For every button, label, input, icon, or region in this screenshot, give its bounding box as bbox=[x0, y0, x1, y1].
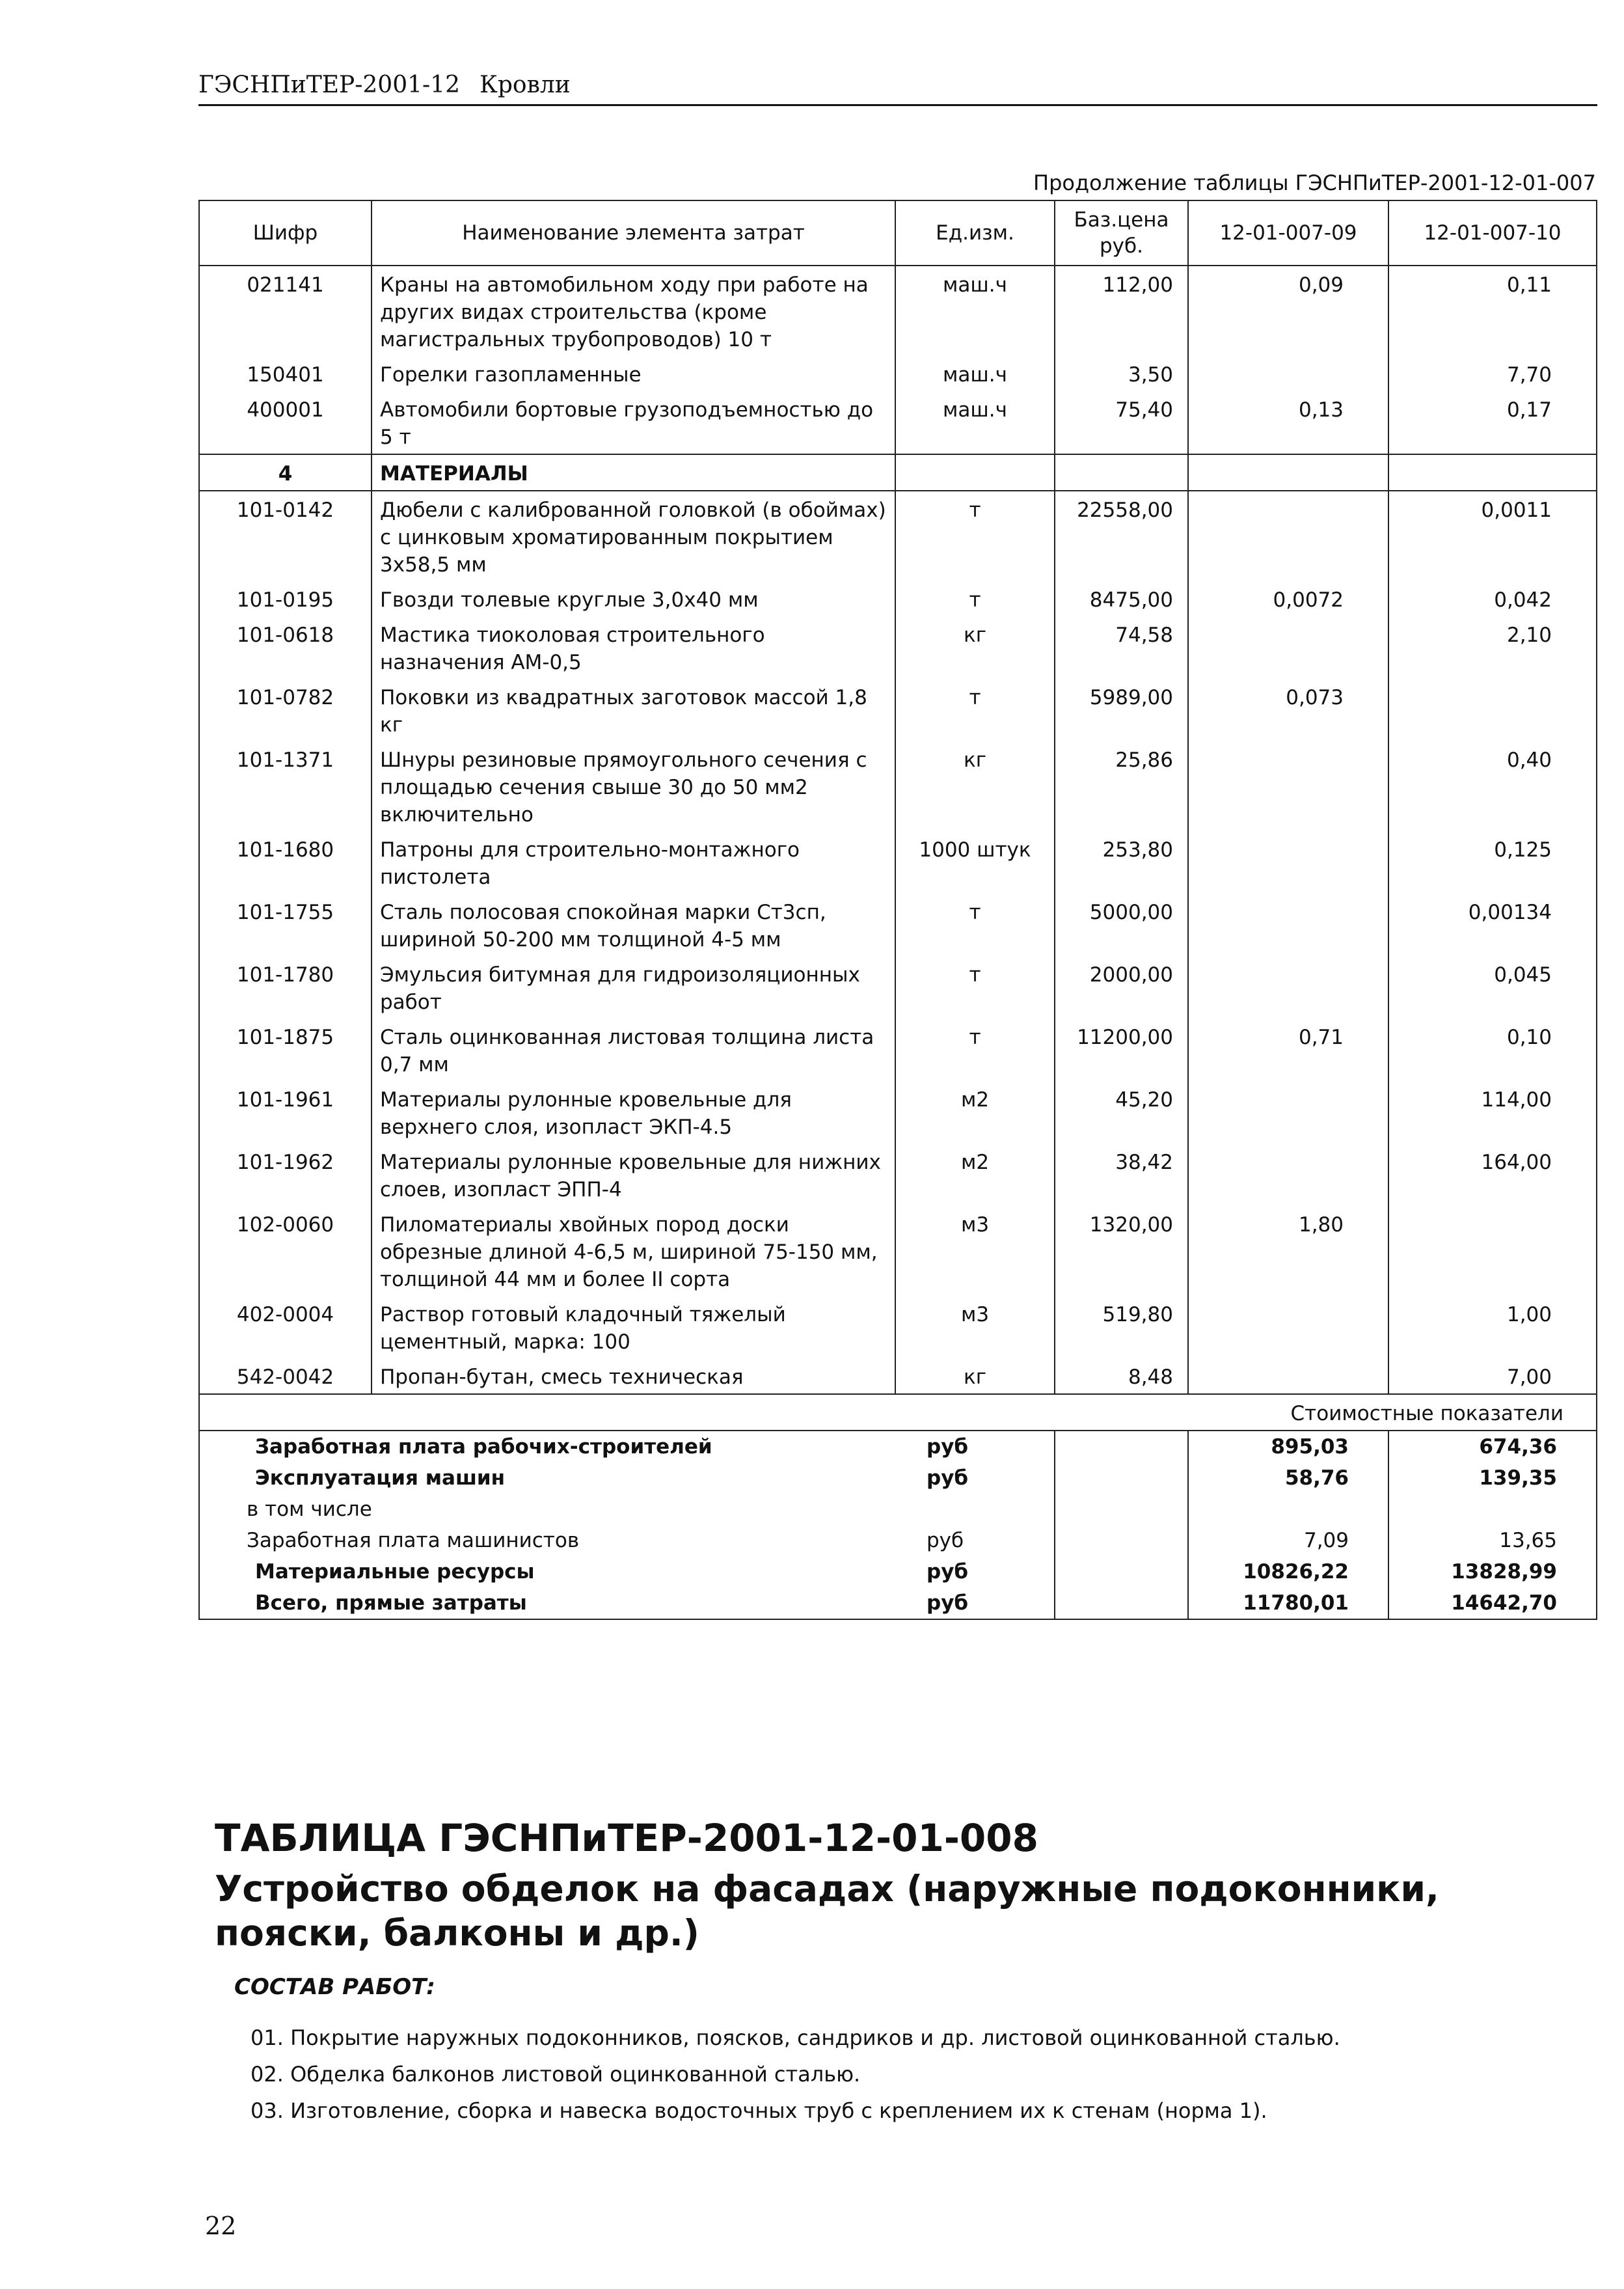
row-norm1: 0,71 bbox=[1188, 1019, 1388, 1081]
row-norm1 bbox=[1188, 956, 1388, 1019]
row-norm2: 0,042 bbox=[1388, 581, 1597, 616]
row-norm2: 0,0011 bbox=[1388, 491, 1597, 581]
row-price: 8475,00 bbox=[1055, 581, 1188, 616]
row-price: 519,80 bbox=[1055, 1296, 1188, 1358]
col-code-header: Шифр bbox=[199, 200, 372, 266]
cost-norm2: 13828,99 bbox=[1388, 1556, 1597, 1587]
cost-unit bbox=[895, 1494, 1055, 1525]
row-norm2: 114,00 bbox=[1388, 1081, 1597, 1144]
continuation-caption: Продолжение таблицы ГЭСНПиТЕР-2001-12-01-007 bbox=[1033, 171, 1596, 195]
work-item: 02. Обделка балконов листовой оцинкованной сталью. bbox=[250, 2062, 861, 2087]
row-norm2: 0,40 bbox=[1388, 741, 1597, 831]
table-row bbox=[199, 1081, 1597, 1144]
row-unit: кг bbox=[895, 741, 1055, 831]
row-name: Пропан-бутан, смесь техническая bbox=[372, 1358, 895, 1394]
row-norm1 bbox=[1188, 356, 1388, 391]
cost-row bbox=[199, 1462, 1597, 1494]
cost-empty bbox=[1055, 1587, 1188, 1619]
cost-norm1: 58,76 bbox=[1188, 1462, 1388, 1494]
row-norm2: 0,045 bbox=[1388, 956, 1597, 1019]
cost-name: в том числе bbox=[199, 1494, 895, 1525]
row-code: 101-0618 bbox=[199, 616, 372, 679]
row-price: 112,00 bbox=[1055, 266, 1188, 356]
row-norm2: 0,00134 bbox=[1388, 894, 1597, 956]
cost-row bbox=[199, 1556, 1597, 1587]
section-title: МАТЕРИАЛЫ bbox=[372, 454, 895, 491]
page-number: 22 bbox=[205, 2212, 237, 2240]
row-name: Автомобили бортовые грузоподъемностью до 5 т bbox=[372, 391, 895, 454]
row-price: 2000,00 bbox=[1055, 956, 1188, 1019]
cost-row bbox=[199, 1587, 1597, 1619]
row-norm2: 164,00 bbox=[1388, 1144, 1597, 1206]
section-rows bbox=[199, 454, 1597, 491]
row-code: 101-1780 bbox=[199, 956, 372, 1019]
row-code: 021141 bbox=[199, 266, 372, 356]
cost-block bbox=[199, 1394, 1597, 1431]
table-row bbox=[199, 356, 1597, 391]
table-row bbox=[199, 616, 1597, 679]
row-norm1 bbox=[1188, 831, 1388, 894]
row-norm2: 0,10 bbox=[1388, 1019, 1597, 1081]
row-norm2: 0,125 bbox=[1388, 831, 1597, 894]
row-name: Пиломатериалы хвойных пород доски обрезные длиной 4-6,5 м, шириной 75-150 мм, толщиной 44 мм и более II сорта bbox=[372, 1206, 895, 1296]
row-price: 74,58 bbox=[1055, 616, 1188, 679]
cost-unit: руб bbox=[895, 1462, 1055, 1494]
row-unit: т bbox=[895, 1019, 1055, 1081]
col-norm2-header: 12-01-007-10 bbox=[1388, 200, 1597, 266]
row-unit: т bbox=[895, 679, 1055, 741]
row-code: 101-0782 bbox=[199, 679, 372, 741]
row-name: Горелки газопламенные bbox=[372, 356, 895, 391]
row-unit: кг bbox=[895, 1358, 1055, 1394]
cost-norm2: 14642,70 bbox=[1388, 1587, 1597, 1619]
row-name: Гвозди толевые круглые 3,0х40 мм bbox=[372, 581, 895, 616]
cost-norm2: 139,35 bbox=[1388, 1462, 1597, 1494]
table-row bbox=[199, 1144, 1597, 1206]
row-unit: м2 bbox=[895, 1081, 1055, 1144]
running-header bbox=[198, 72, 1597, 98]
table-row bbox=[199, 266, 1597, 356]
row-norm2: 7,00 bbox=[1388, 1358, 1597, 1394]
row-code: 102-0060 bbox=[199, 1206, 372, 1296]
row-code: 542-0042 bbox=[199, 1358, 372, 1394]
next-table-subtitle: Устройство обделок на фасадах (наружные подоконники, пояски, балконы и др.) bbox=[215, 1868, 1439, 1954]
row-code: 101-0195 bbox=[199, 581, 372, 616]
row-code: 150401 bbox=[199, 356, 372, 391]
cost-empty bbox=[1055, 1494, 1188, 1525]
row-norm1: 0,09 bbox=[1188, 266, 1388, 356]
row-norm1: 1,80 bbox=[1188, 1206, 1388, 1296]
row-norm2 bbox=[1388, 1206, 1597, 1296]
row-norm1 bbox=[1188, 491, 1388, 581]
header-title: Кровли bbox=[479, 72, 571, 98]
row-norm1: 0,073 bbox=[1188, 679, 1388, 741]
table-row bbox=[199, 1296, 1597, 1358]
row-name: Материалы рулонные кровельные для нижних слоев, изопласт ЭПП-4 bbox=[372, 1144, 895, 1206]
row-price: 22558,00 bbox=[1055, 491, 1188, 581]
col-price-header: Баз.цена руб. bbox=[1055, 200, 1188, 266]
resource-table bbox=[198, 200, 1597, 1620]
row-norm2: 7,70 bbox=[1388, 356, 1597, 391]
cost-norm1 bbox=[1188, 1494, 1388, 1525]
row-name: Материалы рулонные кровельные для верхнего слоя, изопласт ЭКП-4.5 bbox=[372, 1081, 895, 1144]
cost-norm1: 10826,22 bbox=[1188, 1556, 1388, 1587]
cost-unit: руб bbox=[895, 1556, 1055, 1587]
cost-unit: руб bbox=[895, 1525, 1055, 1556]
row-norm1 bbox=[1188, 894, 1388, 956]
cost-name: Материальные ресурсы bbox=[199, 1556, 895, 1587]
table-row bbox=[199, 391, 1597, 454]
cost-title: Стоимостные показатели bbox=[1188, 1394, 1597, 1431]
row-unit: м2 bbox=[895, 1144, 1055, 1206]
row-name: Краны на автомобильном ходу при работе на других видах строительства (кроме магистральных трубопроводов) 10 т bbox=[372, 266, 895, 356]
row-norm1 bbox=[1188, 1081, 1388, 1144]
cost-rows bbox=[199, 1431, 1597, 1619]
cost-name: Эксплуатация машин bbox=[199, 1462, 895, 1494]
table-row bbox=[199, 741, 1597, 831]
cost-name: Всего, прямые затраты bbox=[199, 1587, 895, 1619]
row-price: 75,40 bbox=[1055, 391, 1188, 454]
row-code: 402-0004 bbox=[199, 1296, 372, 1358]
section-number: 4 bbox=[199, 454, 372, 491]
cost-norm2: 674,36 bbox=[1388, 1431, 1597, 1462]
cost-row bbox=[199, 1525, 1597, 1556]
table-row bbox=[199, 1206, 1597, 1296]
row-price: 45,20 bbox=[1055, 1081, 1188, 1144]
row-norm2: 0,11 bbox=[1388, 266, 1597, 356]
cost-empty bbox=[1055, 1525, 1188, 1556]
row-norm1: 0,13 bbox=[1188, 391, 1388, 454]
cost-norm1: 895,03 bbox=[1188, 1431, 1388, 1462]
row-norm1 bbox=[1188, 1144, 1388, 1206]
row-price: 5000,00 bbox=[1055, 894, 1188, 956]
machine-rows bbox=[199, 266, 1597, 454]
cost-unit: руб bbox=[895, 1431, 1055, 1462]
cost-norm1: 7,09 bbox=[1188, 1525, 1388, 1556]
work-item: 01. Покрытие наружных подоконников, поясков, сандриков и др. листовой оцинкованной сталью. bbox=[250, 2025, 1340, 2050]
next-table-title: ТАБЛИЦА ГЭСНПиТЕР-2001-12-01-008 bbox=[215, 1816, 1038, 1860]
table-row bbox=[199, 1019, 1597, 1081]
row-name: Поковки из квадратных заготовок массой 1,8 кг bbox=[372, 679, 895, 741]
row-unit: т bbox=[895, 956, 1055, 1019]
row-norm1 bbox=[1188, 1358, 1388, 1394]
row-price: 5989,00 bbox=[1055, 679, 1188, 741]
cost-title-row bbox=[199, 1394, 1597, 1431]
row-name: Сталь полосовая спокойная марки Ст3сп, шириной 50-200 мм толщиной 4-5 мм bbox=[372, 894, 895, 956]
works-list bbox=[250, 2020, 1552, 2129]
row-name: Раствор готовый кладочный тяжелый цементный, марка: 100 bbox=[372, 1296, 895, 1358]
row-code: 101-1755 bbox=[199, 894, 372, 956]
row-norm1: 0,0072 bbox=[1188, 581, 1388, 616]
row-code: 101-1680 bbox=[199, 831, 372, 894]
table-row bbox=[199, 956, 1597, 1019]
row-unit: т bbox=[895, 491, 1055, 581]
row-code: 101-1875 bbox=[199, 1019, 372, 1081]
table-row bbox=[199, 831, 1597, 894]
work-item: 03. Изготовление, сборка и навеска водосточных труб с креплением их к стенам (норма 1). bbox=[250, 2098, 1267, 2123]
row-norm1 bbox=[1188, 1296, 1388, 1358]
row-code: 101-1961 bbox=[199, 1081, 372, 1144]
row-norm2 bbox=[1388, 679, 1597, 741]
row-unit: маш.ч bbox=[895, 391, 1055, 454]
row-price: 38,42 bbox=[1055, 1144, 1188, 1206]
cost-name: Заработная плата машинистов bbox=[199, 1525, 895, 1556]
table-row bbox=[199, 491, 1597, 581]
row-unit: 1000 штук bbox=[895, 831, 1055, 894]
cost-row bbox=[199, 1494, 1597, 1525]
row-code: 101-0142 bbox=[199, 491, 372, 581]
row-name: Мастика тиоколовая строительного назначения АМ-0,5 bbox=[372, 616, 895, 679]
table-row bbox=[199, 894, 1597, 956]
cost-unit: руб bbox=[895, 1587, 1055, 1619]
section-row bbox=[199, 454, 1597, 491]
row-unit: м3 bbox=[895, 1206, 1055, 1296]
cost-name: Заработная плата рабочих-строителей bbox=[199, 1431, 895, 1462]
row-price: 25,86 bbox=[1055, 741, 1188, 831]
row-code: 400001 bbox=[199, 391, 372, 454]
material-rows bbox=[199, 491, 1597, 1394]
row-name: Эмульсия битумная для гидроизоляционных работ bbox=[372, 956, 895, 1019]
row-price: 8,48 bbox=[1055, 1358, 1188, 1394]
table-header-row bbox=[199, 200, 1597, 266]
row-unit: маш.ч bbox=[895, 356, 1055, 391]
row-name: Шнуры резиновые прямоугольного сечения с площадью сечения свыше 30 до 50 мм2 включительно bbox=[372, 741, 895, 831]
table-row bbox=[199, 581, 1597, 616]
cost-row bbox=[199, 1431, 1597, 1462]
row-code: 101-1371 bbox=[199, 741, 372, 831]
row-unit: м3 bbox=[895, 1296, 1055, 1358]
row-unit: т bbox=[895, 894, 1055, 956]
header-rule bbox=[198, 104, 1597, 106]
table-row bbox=[199, 679, 1597, 741]
table-row bbox=[199, 1358, 1597, 1394]
row-norm2: 0,17 bbox=[1388, 391, 1597, 454]
col-unit-header: Ед.изм. bbox=[895, 200, 1055, 266]
row-unit: кг bbox=[895, 616, 1055, 679]
row-name: Сталь оцинкованная листовая толщина листа 0,7 мм bbox=[372, 1019, 895, 1081]
row-norm1 bbox=[1188, 741, 1388, 831]
row-norm2: 1,00 bbox=[1388, 1296, 1597, 1358]
row-price: 1320,00 bbox=[1055, 1206, 1188, 1296]
cost-empty bbox=[1055, 1431, 1188, 1462]
row-unit: маш.ч bbox=[895, 266, 1055, 356]
row-unit: т bbox=[895, 581, 1055, 616]
cost-empty bbox=[1055, 1462, 1188, 1494]
header-code: ГЭСНПиТЕР-2001-12 bbox=[198, 72, 460, 98]
cost-norm2 bbox=[1388, 1494, 1597, 1525]
cost-norm2: 13,65 bbox=[1388, 1525, 1597, 1556]
row-price: 3,50 bbox=[1055, 356, 1188, 391]
works-label: СОСТАВ РАБОТ: bbox=[234, 1974, 435, 2000]
row-norm1 bbox=[1188, 616, 1388, 679]
col-name-header: Наименование элемента затрат bbox=[372, 200, 895, 266]
row-name: Патроны для строительно-монтажного пистолета bbox=[372, 831, 895, 894]
cost-norm1: 11780,01 bbox=[1188, 1587, 1388, 1619]
row-norm2: 2,10 bbox=[1388, 616, 1597, 679]
row-price: 253,80 bbox=[1055, 831, 1188, 894]
row-name: Дюбели с калиброванной головкой (в обоймах) с цинковым хроматированным покрытием 3х58,5 мм bbox=[372, 491, 895, 581]
col-norm1-header: 12-01-007-09 bbox=[1188, 200, 1388, 266]
cost-empty bbox=[1055, 1556, 1188, 1587]
row-price: 11200,00 bbox=[1055, 1019, 1188, 1081]
row-code: 101-1962 bbox=[199, 1144, 372, 1206]
